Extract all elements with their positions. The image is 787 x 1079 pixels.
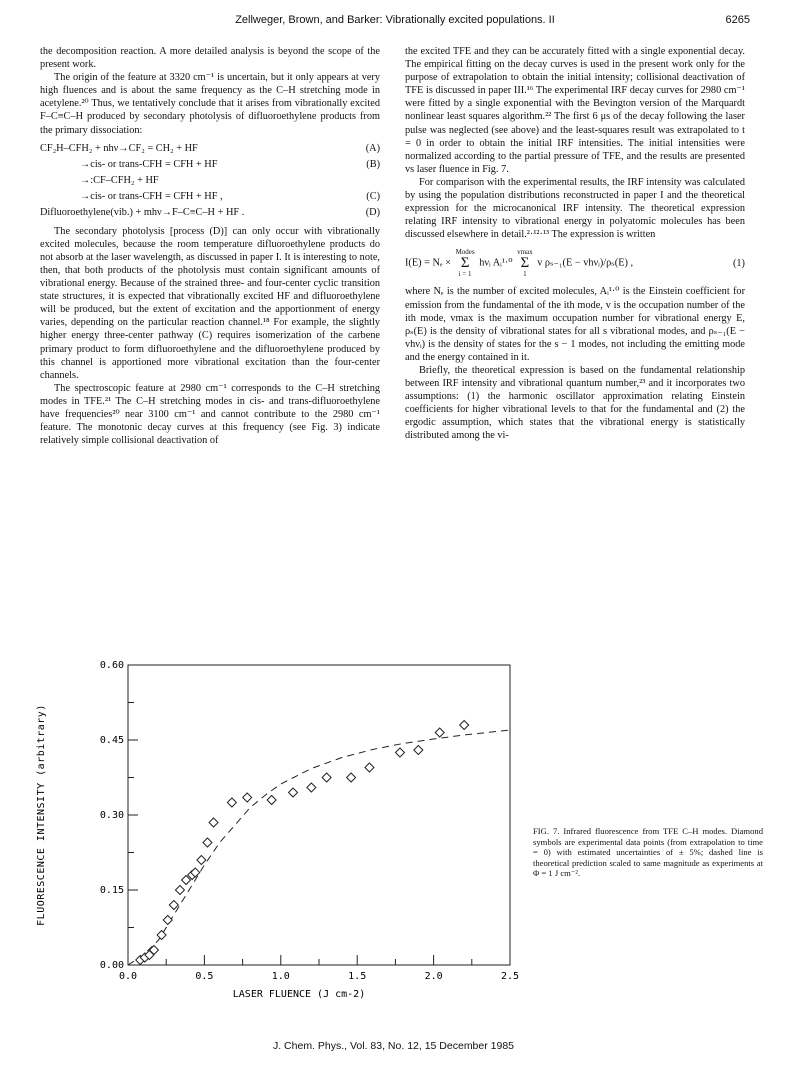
data-point-diamond <box>267 796 276 805</box>
x-tick-label: 2.5 <box>500 971 520 982</box>
paragraph: Briefly, the theoretical expression is based on the fundamental relationship between IRF intensity and vibrational quantum number,²³ and it incorporates two assumptions: (1) the harmonic oscillator approximation relating Einstein coefficients for higher vibrational levels to that for the fundamental and (2) the ergodic assumption, which states that the vibrational energy is statistically distributed among the vi- <box>405 364 745 442</box>
x-tick-label: 0.0 <box>118 971 138 982</box>
sum-lower: 1 <box>523 270 527 279</box>
data-point-diamond <box>157 931 166 940</box>
data-point-diamond <box>395 748 404 757</box>
equation-label: (1) <box>732 257 745 269</box>
y-tick-label: 0.45 <box>99 735 124 746</box>
data-point-diamond <box>163 916 172 925</box>
paragraph: For comparison with the experimental results, the IRF intensity was calculated by using the population distributions reconstructed in paper I and the theoretical expression for the microcanonical IRF intensity. The theoretical expression relating IRF intensity to vibrational energy in polyatomic molecules has been discussed elsewhere in detail.²·¹²·¹³ The expression is written <box>405 176 745 241</box>
y-axis-label: FLUORESCENCE INTENSITY (arbitrary) <box>36 704 47 926</box>
equation-label: (B) <box>366 158 380 170</box>
x-axis-label: LASER FLUENCE (J cm-2) <box>232 989 366 1000</box>
paragraph: The spectroscopic feature at 2980 cm⁻¹ corresponds to the C–H stretching modes in TFE.²¹ The C–H stretching modes in cis- and trans-difluoroethylene have frequencies²⁰ near 3100 cm⁻¹ and cannot contribute to the 2980 cm⁻¹ feature. The monotonic decay curves at this frequency (see Fig. 3) indicate relatively simple collisional deactivation of <box>40 382 380 447</box>
page-number: 6265 <box>725 14 750 26</box>
equation-text: →:CF–CFH₂ + HF <box>80 174 159 186</box>
data-point-diamond <box>435 728 444 737</box>
equation-label: (C) <box>366 190 380 202</box>
data-point-diamond <box>203 838 212 847</box>
equation-b <box>40 157 380 173</box>
x-tick-label: 0.5 <box>195 971 214 982</box>
equation-d <box>40 205 380 221</box>
paragraph: The secondary photolysis [process (D)] can only occur with vibrationally excited molecules, because the room temperature difluoroethylene products do not absorb at the laser wavelength, as discussed in paper I. It is interesting to note, then, that both products of the photolysis must contain significant amounts of vibrational energy. Because of the strained three- and four-center cyclic transition state structures, it is expected that vibrationally excited HF and difluoroethylene will be produced, but the extent of excitation and the apportionment of energy varies, depending on the particular reaction channel.¹⁸ For example, the slightly higher energy three-center pathway (C) requires isomerization of the carbene primary product to form difluoroethylene and the difluoroethylene produced by this channel is apportioned more vibrational excitation than the four-center channels. <box>40 225 380 381</box>
figure-caption: FIG. 7. Infrared fluorescence from TFE C–H modes. Diamond symbols are experimental data points (from extrapolation to time = 0) with estimated uncertainties of ± 5%; dashed line is theoretical prediction scaled to same magnitude as experiments at Φ = 1 J cm⁻². <box>533 826 763 879</box>
y-tick-label: 0.00 <box>99 960 124 971</box>
theory-line <box>128 730 510 965</box>
paragraph: The origin of the feature at 3320 cm⁻¹ is uncertain, but it only appears at very high fluences and is about the same frequency as the C–H stretching mode in acetylene.²⁰ Thus, we tentatively conclude that it arises from vibrationally excited F–C≡C–H produced by secondary photolysis of difluoroethylene products from the primary dissociation: <box>40 72 380 136</box>
right-column <box>405 45 745 443</box>
plot-frame <box>128 665 510 965</box>
equation-1 <box>405 247 745 279</box>
data-point-diamond <box>197 856 206 865</box>
equation-text: CF₂H–CFH₂ + nhν→CF₂ = CH₂ + HF <box>40 142 198 154</box>
y-tick-label: 0.30 <box>99 810 124 821</box>
y-tick-label: 0.15 <box>99 885 124 896</box>
data-point-diamond <box>169 901 178 910</box>
equation-text: Difluoroethylene(vib.) + mhν→F–C≡C–H + HF . <box>40 206 245 218</box>
reaction-scheme <box>40 141 380 221</box>
data-point-diamond <box>460 721 469 730</box>
journal-footer: J. Chem. Phys., Vol. 83, No. 12, 15 December 1985 <box>272 1040 515 1052</box>
data-point-diamond <box>414 746 423 755</box>
data-point-diamond <box>175 886 184 895</box>
data-point-diamond <box>322 773 331 782</box>
sum-symbol: Modes Σ i = 1 <box>455 248 475 279</box>
equation-body <box>405 248 633 278</box>
sum-lower: i = 1 <box>458 270 472 279</box>
paragraph: the excited TFE and they can be accurately fitted with a single exponential decay. The empirical fitting on the decay curves is used in the present work only for the purpose of extrapolation to obtain the initial intensity; collisional deactivation of TFE is discussed in paper III.¹⁶ The experimental IRF decay curves for 2980 cm⁻¹ were fitted by a single exponential with the Bevington version of the Marquardt nonlinear least squares algorithm.²² The first 6 μs of the decay following the laser pulse was neglected (see above) and the least-squares result was extrapolated to t = 0 in order to obtain the initial IRF intensities. The initial intensities were normalized according to the partial pressure of TFE, and the results are presented vs laser fluence in Fig. 7. <box>405 46 745 175</box>
data-point-diamond <box>209 818 218 827</box>
equation-label: (A) <box>365 142 380 154</box>
equation-a <box>40 141 380 157</box>
fluence-chart <box>30 655 530 1015</box>
equation-mid: hνᵢ Aᵢ¹·⁰ <box>479 257 513 269</box>
data-point-diamond <box>307 783 316 792</box>
sum-upper: vmax <box>517 248 533 257</box>
x-tick-label: 1.0 <box>271 971 290 982</box>
data-point-diamond <box>289 788 298 797</box>
data-point-diamond <box>365 763 374 772</box>
equation-c-2 <box>40 189 380 205</box>
equation-label: (D) <box>365 206 380 218</box>
paragraph: the decomposition reaction. A more detailed analysis is beyond the scope of the present work. <box>40 46 380 71</box>
paragraph: where Nₑ is the number of excited molecules, Aᵢ¹·⁰ is the Einstein coefficient for emission from the fundamental of the ith mode, v is the occupation number of the ith mode, vmax is the maximum occupation number for vibrational energy E, ρₛ(E) is the density of vibrational states for all s vibrational modes, and ρₛ₋₁(E − vhνᵢ) is the density of states for the s − 1 modes, not including the emitting mode and the energy contained in it. <box>405 286 745 363</box>
sum-upper: Modes <box>455 248 475 257</box>
x-tick-label: 1.5 <box>348 971 367 982</box>
x-tick-label: 2.0 <box>424 971 443 982</box>
left-column <box>40 45 380 447</box>
equation-text: →cis- or trans-CFH = CFH + HF , <box>80 190 223 202</box>
equation-lhs: I(E) = Nₑ × <box>405 257 451 269</box>
equation-rhs: v ρₛ₋₁(E − vhνᵢ)/ρₛ(E) , <box>537 257 634 269</box>
equation-c-1 <box>40 173 380 189</box>
header-title: Zellweger, Brown, and Barker: Vibrationally excited populations. II <box>235 14 555 26</box>
data-point-diamond <box>227 798 236 807</box>
equation-text: →cis- or trans-CFH = CFH + HF <box>80 158 218 170</box>
sum-symbol: vmax Σ 1 <box>517 248 533 279</box>
y-tick-label: 0.60 <box>99 660 124 671</box>
data-point-diamond <box>243 793 252 802</box>
data-point-diamond <box>347 773 356 782</box>
